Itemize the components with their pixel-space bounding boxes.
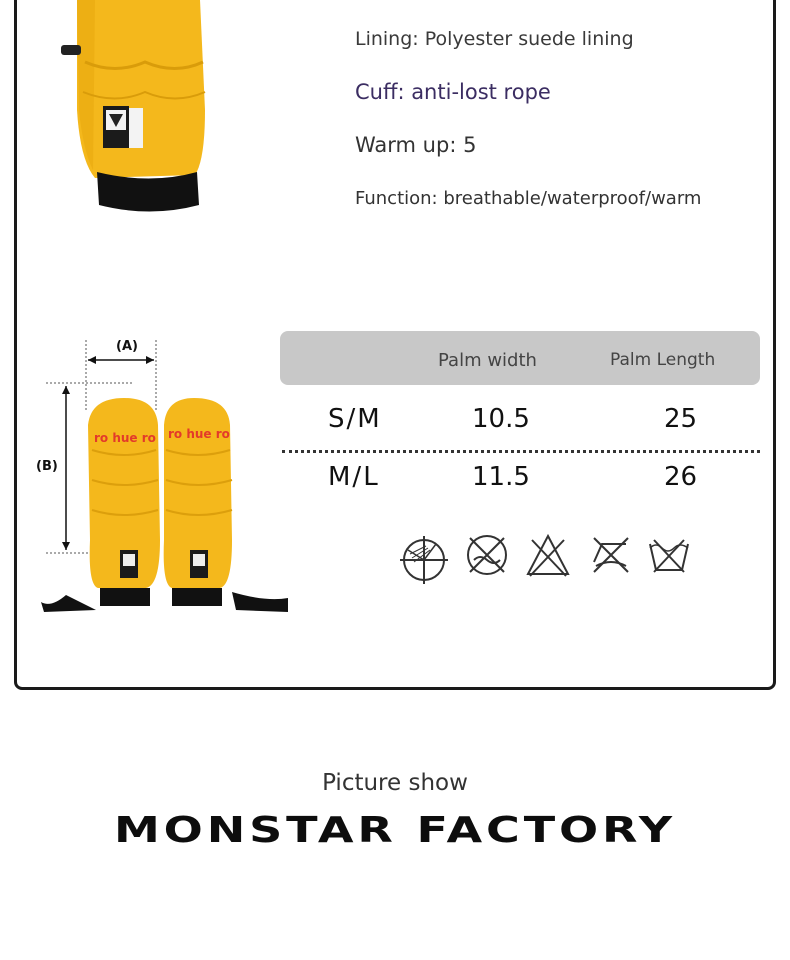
size-cell: M/L	[328, 462, 380, 492]
spec-function: Function: breathable/waterproof/warm	[355, 188, 702, 209]
mitten-print-right: ro hue ro	[168, 427, 230, 441]
brand-title: MONSTAR FACTORY	[113, 810, 677, 851]
mittens-measurement-image	[36, 330, 291, 620]
palm-width-cell: 11.5	[472, 462, 530, 492]
header-palm-width: Palm width	[438, 350, 537, 371]
size-cell: S/M	[328, 404, 382, 434]
section-subtitle: Picture show	[322, 770, 468, 796]
palm-width-cell: 10.5	[472, 404, 530, 434]
size-diagram	[36, 330, 291, 620]
label-a: (A)	[116, 339, 138, 354]
row-divider	[282, 450, 760, 453]
spec-warm: Warm up: 5	[355, 133, 477, 157]
no-iron-icon	[396, 532, 452, 588]
no-wash-icon	[646, 532, 692, 578]
label-b: (B)	[36, 459, 58, 474]
table-row	[280, 404, 760, 444]
palm-length-cell: 26	[664, 462, 698, 492]
mitten-photo	[55, 0, 225, 215]
table-row	[280, 462, 760, 502]
size-table-header	[280, 331, 760, 385]
spec-cuff: Cuff: anti-lost rope	[355, 80, 551, 104]
palm-length-cell: 25	[664, 404, 698, 434]
header-palm-length: Palm Length	[610, 350, 716, 370]
care-instructions	[396, 532, 696, 592]
mitten-print-left: ro hue ro	[94, 431, 156, 445]
no-bleach-icon	[524, 532, 572, 580]
no-tumble-dry-icon	[588, 532, 634, 578]
spec-lining: Lining: Polyester suede lining	[355, 28, 634, 50]
no-dry-clean-icon	[464, 532, 510, 578]
cropped-spec-line	[352, 0, 522, 4]
